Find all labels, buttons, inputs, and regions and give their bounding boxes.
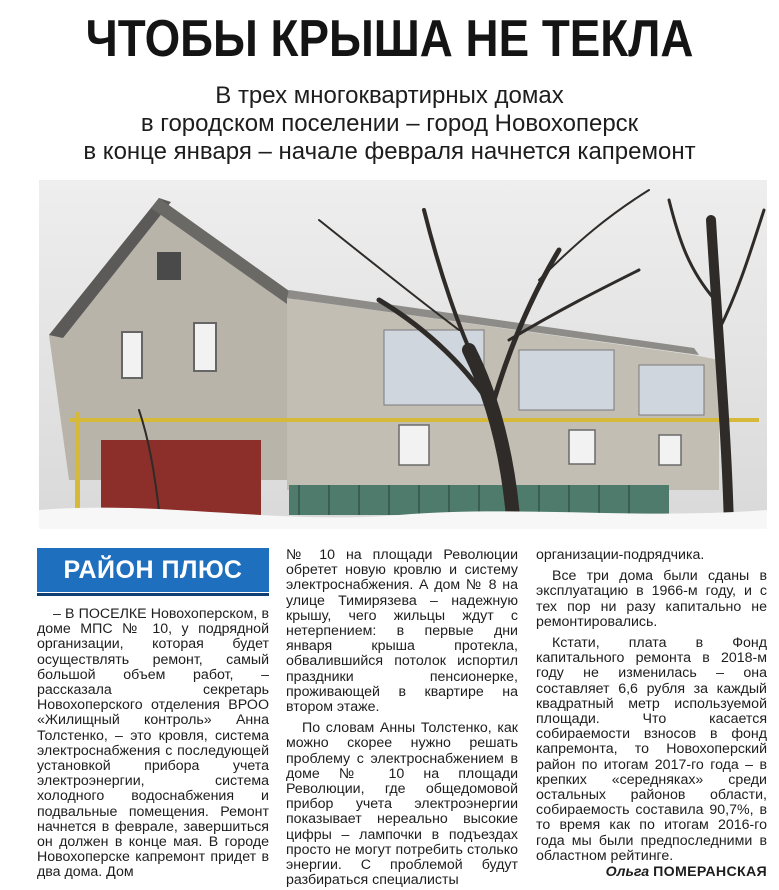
subheadline-line: в городском поселении – город Новохоперск [140, 110, 639, 137]
subheadline-line: В трех многоквартирных домах [215, 82, 564, 109]
article-column-2 [286, 548, 518, 888]
article-paragraph: Все три дома были сданы в эксплуатацию в 1966-м году, и с тех пор ни разу капитально не ремонтировались. [536, 568, 767, 630]
author-first-name: Ольга [605, 864, 650, 881]
rubric-badge: РАЙОН ПЛЮС [37, 548, 269, 592]
house-photo [39, 180, 767, 529]
article-paragraph: № 10 на площади Революции обретет новую кровлю и систему электроснабжения. А дом № 8 на улице Тимирязева – надежную крышу, чего жильцы ждут с нетерпением: в первые дни января крыша протекла, обвалившийся потолок испортил праздники пенсионерке, проживающей в квартире на втором этаже. [286, 547, 518, 716]
author-last-name: ПОМЕРАНСКАЯ [653, 864, 767, 881]
house-photo-illustration [39, 180, 767, 529]
subheadline-line: в конце января – начале февраля начнется капремонт [83, 138, 696, 165]
article-column-3 [536, 548, 767, 880]
article-paragraph: Кстати, плата в Фонд капитального ремонта в 2018-м году не изменилась – она составляет 6,6 рубля за каждый квадратный метр используемой площади. Что касается собираемости взносов в фонд капремонта, то Новохоперский район по итогам 2017-го года – в крепких «середняках» среди остальных районов области, собираемость составила 90,7%, в то время как по итогам 2016-го года мы были предпоследними в областном рейтинге. [536, 635, 767, 864]
article-column-1 [37, 607, 269, 881]
article-paragraph: По словам Анны Толстенко, как можно скорее нужно решать проблему с электроснабжением в доме № 10 на площади Революции, где общедомовой прибор учета электроэнергии показывает нереально высокие цифры – лампочки в подъездах просто не могут потребить столько энергии. С проблемой будут разбираться специалисты [286, 720, 518, 889]
article-paragraph: организации-подрядчика. [536, 547, 705, 563]
article-paragraph: – В ПОСЕЛКЕ Новохоперском, в доме МПС № 10, у подрядной организации, которая будет осуществлять ремонт, самый большой объем работ, – рассказала секретарь Новохоперского отделения ВРОО «Жилищный контроль» Анна Толстенко, – это кровля, система электроснабжения с последующей установкой прибора учета электроэнергии, система холодного водоснабжения и подвальные помещения. Ремонт начнется в феврале, завершиться он должен в конце мая. В городе Новохоперске капремонт придет в два дома. Дом [37, 606, 269, 881]
article-subheadline [0, 82, 779, 166]
article-headline: ЧТОБЫ КРЫША НЕ ТЕКЛА [85, 10, 694, 68]
article-author [536, 865, 767, 880]
